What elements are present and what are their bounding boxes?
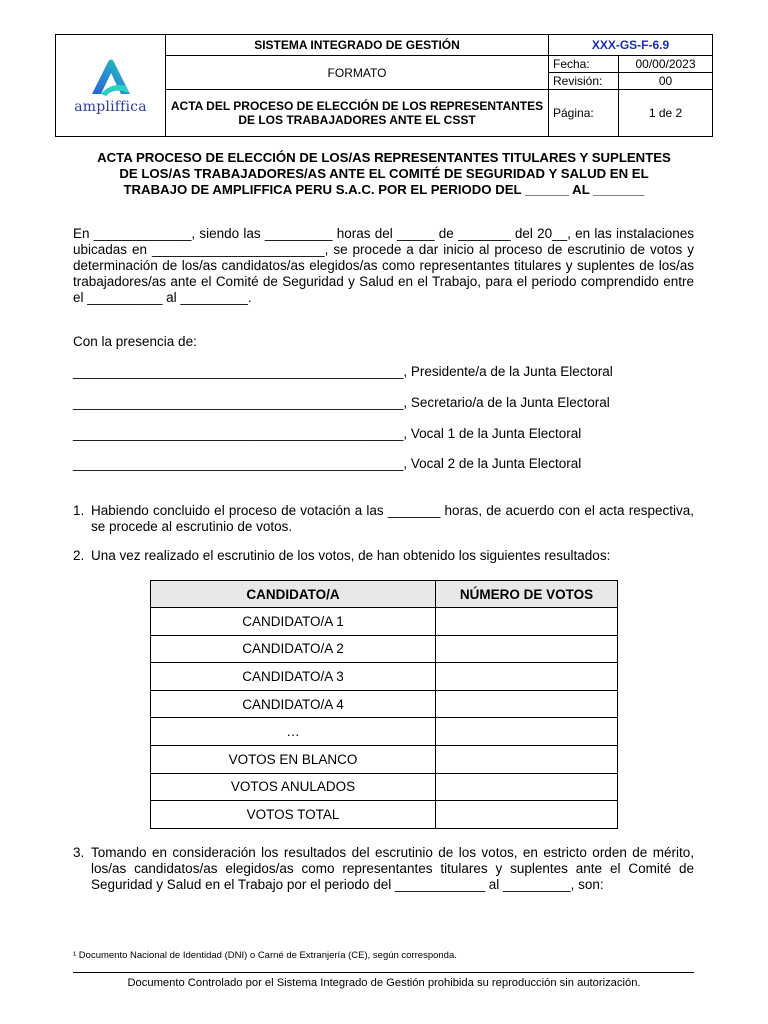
table-header-row: [151, 581, 618, 608]
logo-wordmark: ampliffica: [74, 99, 147, 115]
signature-line-secretary: ____________________________________________, Secretario/a de la Junta Electoral: [73, 395, 610, 410]
list-item-text: Una vez realizado el escrutinio de los votos, de han obtenido los siguientes resultados:: [91, 548, 611, 563]
company-logo: [56, 56, 165, 115]
votes-cell: [436, 608, 618, 636]
table-row: [151, 663, 618, 691]
list-item-text: Tomando en consideración los resultados del escrutinio de los votos, en estricto orden de mérito, los/as candidatos/as elegidos/as como representantes titulares y suplentes ante el Comité de Seguridad y Salud en el Trabajo por el periodo del ____________ al _________, son:: [91, 845, 694, 892]
table-row: [151, 718, 618, 746]
table-row: [151, 745, 618, 773]
title-line: TRABAJO DE AMPLIFFICA PERU S.A.C. POR EL PERIODO DEL ______ AL _______: [123, 182, 645, 197]
title-line: DE LOS/AS TRABAJADORES/AS ANTE EL COMITÉ DE SEGURIDAD Y SALUD EN EL: [119, 166, 649, 181]
votes-table: [150, 580, 618, 829]
presence-label: Con la presencia de:: [73, 334, 197, 349]
list-item: [73, 548, 694, 564]
candidate-cell: CANDIDATO/A 4: [151, 690, 436, 718]
votes-cell: [436, 801, 618, 829]
date-value: 00/00/2023: [619, 56, 713, 73]
column-header-candidate: CANDIDATO/A: [151, 581, 436, 608]
candidate-cell: …: [151, 718, 436, 746]
signature-line-president: ____________________________________________, Presidente/a de la Junta Electoral: [73, 364, 613, 379]
candidate-cell: VOTOS EN BLANCO: [151, 745, 436, 773]
candidate-cell: CANDIDATO/A 2: [151, 635, 436, 663]
votes-cell: [436, 635, 618, 663]
document-title: [68, 150, 700, 198]
document-header-table: [55, 34, 713, 137]
list-item: [73, 845, 694, 893]
list-item-text: Habiendo concluido el proceso de votación a las _______ horas, de acuerdo con el acta respectiva, se procede al escrutinio de votos.: [91, 503, 694, 534]
table-row: [151, 801, 618, 829]
ampliffica-logo-icon: [88, 56, 134, 98]
signature-line-vocal-2: ____________________________________________, Vocal 2 de la Junta Electoral: [73, 456, 582, 471]
table-row: [151, 773, 618, 801]
footer-notice: Documento Controlado por el Sistema Integrado de Gestión prohibida su reproducción sin autorización.: [127, 977, 641, 989]
table-row: [151, 635, 618, 663]
candidate-cell: CANDIDATO/A 1: [151, 608, 436, 636]
revision-label: Revisión:: [549, 73, 619, 90]
document-code: XXX-GS-F-6.9: [549, 35, 713, 56]
list-item-number: 2.: [73, 548, 85, 563]
list-item-number: 3.: [73, 845, 85, 860]
acta-title: ACTA DEL PROCESO DE ELECCIÓN DE LOS REPRESENTANTES DE LOS TRABAJADORES ANTE EL CSST: [166, 90, 549, 137]
votes-cell: [436, 773, 618, 801]
intro-paragraph: En _____________, siendo las _________ horas del _____ de _______ del 20__, en las instalaciones ubicadas en _______________________, se procede a dar inicio al proceso de escrutinio de votos y determinación de los/as candidatos/as elegidos/as como representantes titulares y suplentes de los/as trabajadores/as ante el Comité de Seguridad y Salud en el Trabajo, para el periodo comprendido entre el __________ al _________.: [73, 226, 694, 305]
footnote: ¹ Documento Nacional de Identidad (DNI) o Carné de Extranjería (CE), según corresponda.: [73, 950, 457, 961]
votes-cell: [436, 745, 618, 773]
list-item: [73, 503, 694, 535]
column-header-votes: NÚMERO DE VOTOS: [436, 581, 618, 608]
list-item-number: 1.: [73, 503, 85, 518]
date-label: Fecha:: [549, 56, 619, 73]
format-label: FORMATO: [166, 56, 549, 90]
votes-cell: [436, 690, 618, 718]
system-title: SISTEMA INTEGRADO DE GESTIÓN: [166, 35, 549, 56]
votes-cell: [436, 663, 618, 691]
candidate-cell: VOTOS TOTAL: [151, 801, 436, 829]
page-number: 1 de 2: [619, 90, 713, 137]
candidate-cell: VOTOS ANULADOS: [151, 773, 436, 801]
revision-value: 00: [619, 73, 713, 90]
table-row: [151, 608, 618, 636]
title-line: ACTA PROCESO DE ELECCIÓN DE LOS/AS REPRESENTANTES TITULARES Y SUPLENTES: [97, 150, 671, 165]
votes-cell: [436, 718, 618, 746]
table-row: [151, 690, 618, 718]
candidate-cell: CANDIDATO/A 3: [151, 663, 436, 691]
signature-line-vocal-1: ____________________________________________, Vocal 1 de la Junta Electoral: [73, 426, 582, 441]
page-label: Página:: [549, 90, 619, 137]
logo-cell: [56, 35, 166, 137]
footer-divider: [73, 972, 694, 973]
